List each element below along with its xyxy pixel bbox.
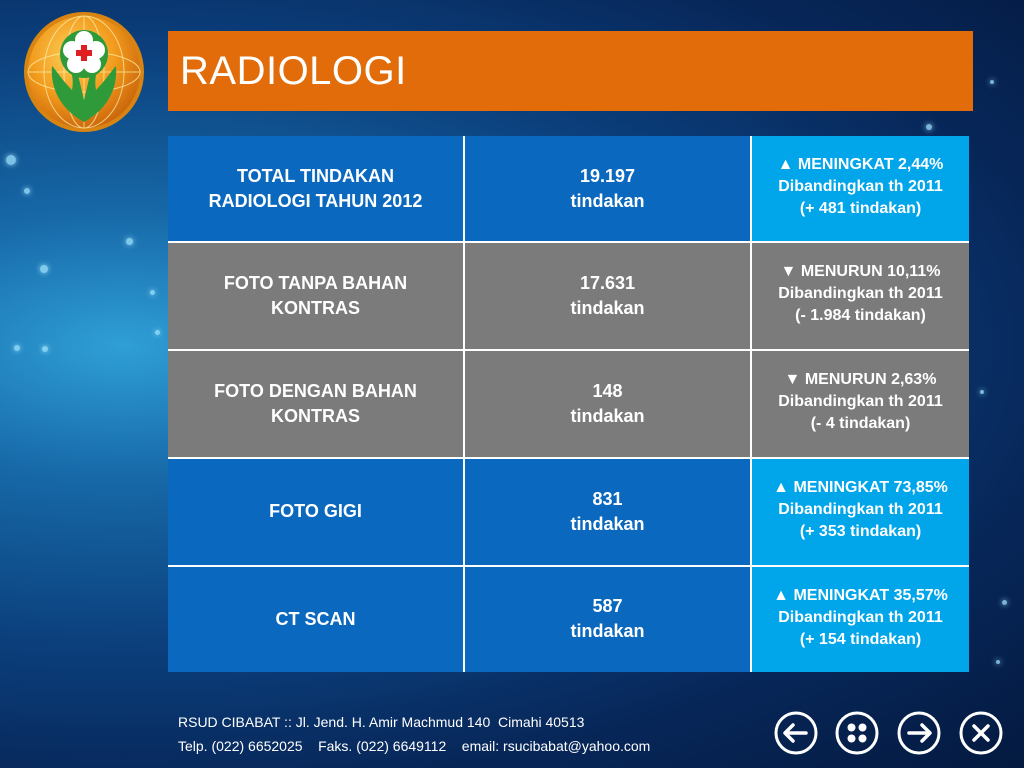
table-row xyxy=(168,458,969,566)
comparison-cell xyxy=(751,136,969,242)
next-button[interactable] xyxy=(896,710,942,756)
procedure-count-cell xyxy=(464,350,751,458)
change-line xyxy=(758,477,963,499)
arrow-right-icon xyxy=(899,713,939,753)
change-line xyxy=(758,154,963,176)
procedure-count-cell xyxy=(464,566,751,673)
triangle-up-icon: ▲ xyxy=(773,478,789,496)
procedure-name-cell xyxy=(168,350,464,458)
bokeh-light xyxy=(990,80,994,84)
comparison-label: Dibandingkan th 2011 xyxy=(778,608,943,626)
procedure-name: KONTRAS xyxy=(271,298,360,319)
comparison-label: Dibandingkan th 2011 xyxy=(778,178,943,195)
bokeh-light xyxy=(24,188,30,194)
change-value: MENINGKAT 35,57% xyxy=(793,586,948,604)
procedure-count: 587 xyxy=(592,596,623,617)
comparison-label: Dibandingkan th 2011 xyxy=(778,393,943,411)
menu-button[interactable] xyxy=(834,710,880,756)
table-row xyxy=(168,136,969,242)
hospital-logo xyxy=(22,10,146,134)
bokeh-light xyxy=(14,345,20,351)
comparison-label: Dibandingkan th 2011 xyxy=(778,500,943,518)
bokeh-light xyxy=(6,155,16,165)
table-row xyxy=(168,242,969,350)
triangle-up-icon: ▲ xyxy=(773,586,789,604)
triangle-down-icon: ▼ xyxy=(784,371,801,389)
grid-icon xyxy=(837,713,877,753)
comparison-cell xyxy=(751,458,969,566)
bokeh-light xyxy=(126,238,133,245)
procedure-count-unit: tindakan xyxy=(570,298,645,319)
close-button[interactable] xyxy=(958,710,1004,756)
difference-value: (- 4 tindakan) xyxy=(810,415,911,433)
procedure-name: FOTO GIGI xyxy=(269,501,362,522)
bokeh-light xyxy=(980,390,984,394)
procedure-name: FOTO DENGAN BAHAN xyxy=(214,380,417,401)
procedure-name: RADIOLOGI TAHUN 2012 xyxy=(208,190,423,211)
title-bar xyxy=(168,31,973,111)
footer-contact xyxy=(178,710,650,758)
comparison-label: Dibandingkan th 2011 xyxy=(778,285,943,303)
comparison-cell xyxy=(751,242,969,350)
procedure-count-unit: tindakan xyxy=(570,405,645,426)
comparison-cell xyxy=(751,566,969,673)
procedure-count-cell xyxy=(464,136,751,242)
triangle-down-icon: ▼ xyxy=(780,263,797,281)
procedure-count-unit: tindakan xyxy=(570,190,645,211)
difference-value: (- 1.984 tindakan) xyxy=(795,307,926,325)
page-title: RADIOLOGI xyxy=(180,48,407,93)
radiology-stats-table xyxy=(168,136,969,672)
procedure-name: CT SCAN xyxy=(275,608,356,629)
bokeh-light xyxy=(1002,600,1007,605)
close-icon xyxy=(961,713,1001,753)
procedure-count: 19.197 xyxy=(579,165,636,186)
procedure-name-cell xyxy=(168,458,464,566)
procedure-count: 831 xyxy=(592,488,623,509)
change-line xyxy=(758,261,963,283)
change-line xyxy=(758,369,963,391)
arrow-left-icon xyxy=(776,713,816,753)
procedure-count-cell xyxy=(464,458,751,566)
procedure-count: 148 xyxy=(592,380,623,401)
procedure-count-unit: tindakan xyxy=(570,513,645,534)
change-line xyxy=(758,585,963,607)
table-row xyxy=(168,350,969,458)
procedure-name-cell xyxy=(168,566,464,673)
footer-contact-info: Telp. (022) 6652025 Faks. (022) 6649112 email: rsucibabat@yahoo.com xyxy=(178,738,651,754)
bokeh-light xyxy=(926,124,932,130)
change-value: MENURUN 2,63% xyxy=(804,371,937,389)
procedure-name: FOTO TANPA BAHAN xyxy=(223,273,408,294)
bokeh-light xyxy=(150,290,155,295)
difference-value: (+ 481 tindakan) xyxy=(799,200,922,217)
procedure-name: TOTAL TINDAKAN xyxy=(237,165,394,186)
procedure-name: KONTRAS xyxy=(271,405,360,426)
bokeh-light xyxy=(996,660,1000,664)
difference-value: (+ 154 tindakan) xyxy=(799,630,922,648)
change-value: MENINGKAT 73,85% xyxy=(793,478,948,496)
difference-value: (+ 353 tindakan) xyxy=(799,522,922,540)
procedure-name-cell xyxy=(168,136,464,242)
change-value: MENURUN 10,11% xyxy=(800,263,941,281)
footer-address: RSUD CIBABAT :: Jl. Jend. H. Amir Machmud 140 Cimahi 40513 xyxy=(178,714,585,730)
triangle-up-icon: ▲ xyxy=(777,156,794,173)
procedure-count: 17.631 xyxy=(579,273,636,294)
previous-button[interactable] xyxy=(773,710,819,756)
comparison-cell xyxy=(751,350,969,458)
change-value: MENINGKAT 2,44% xyxy=(797,156,944,173)
bokeh-light xyxy=(42,346,48,352)
procedure-count-cell xyxy=(464,242,751,350)
table-row xyxy=(168,566,969,673)
bokeh-light xyxy=(40,265,48,273)
procedure-count-unit: tindakan xyxy=(570,621,645,642)
bokeh-light xyxy=(155,330,160,335)
procedure-name-cell xyxy=(168,242,464,350)
